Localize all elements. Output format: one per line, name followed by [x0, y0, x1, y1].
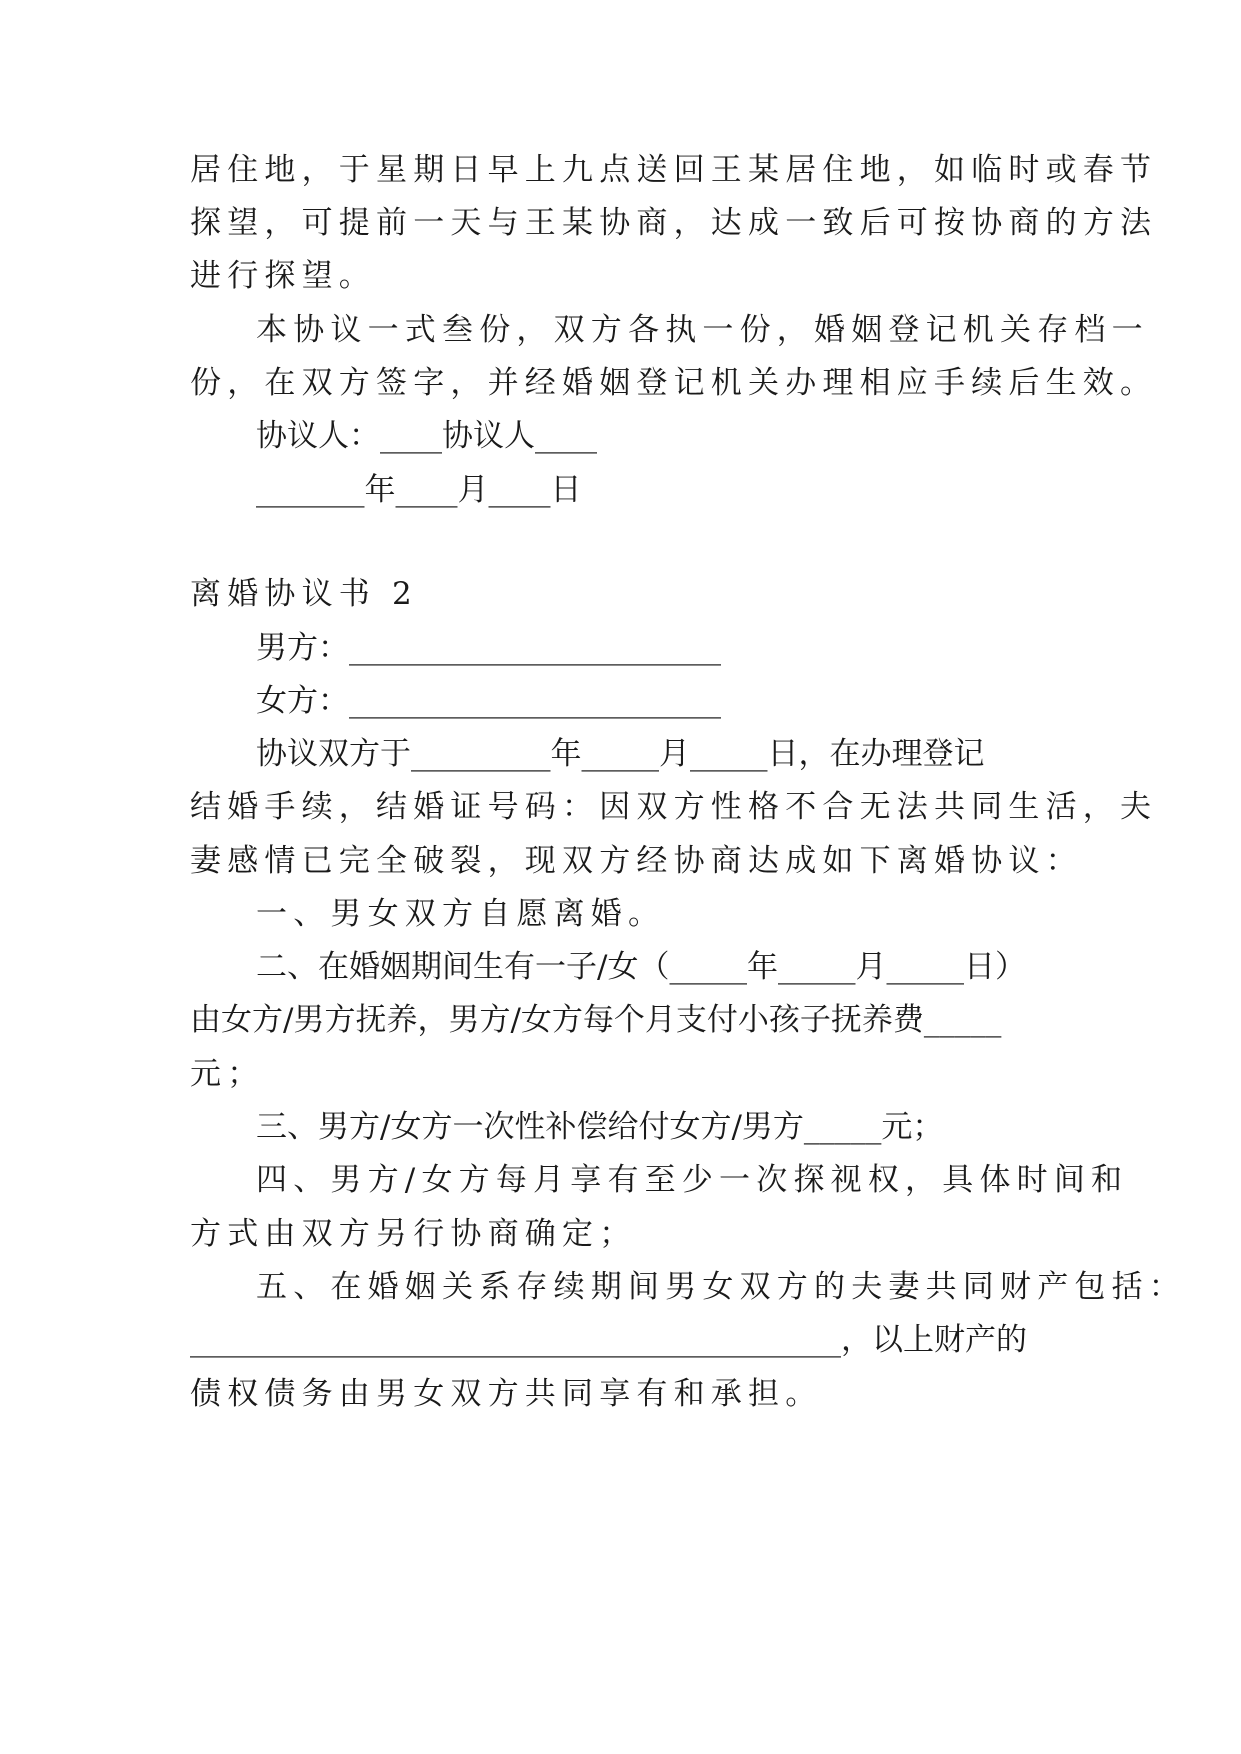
text-line: 协议双方于_________年_____月_____日，在办理登记	[256, 736, 985, 772]
text-line: 本协议一式叁份，双方各执一份，婚姻登记机关存档一	[256, 312, 1149, 348]
text-line: 债权债务由男女双方共同享有和承担。	[190, 1376, 823, 1412]
clause-3: 三、男方/女方一次性补偿给付女方/男方_____元；	[256, 1109, 944, 1145]
text-line: 居住地，于星期日早上九点送回王某居住地，如临时或春节	[190, 152, 1158, 188]
text-line: 结婚手续，结婚证号码：因双方性格不合无法共同生活，夫	[190, 789, 1158, 825]
text-line: 由女方/男方抚养，男方/女方每个月支付小孩子抚养费_____	[190, 1002, 1002, 1038]
signature-line: 协议人：____协议人____	[256, 418, 597, 454]
male-party-field: 男方：________________________	[256, 630, 721, 666]
text-line: 份，在双方签字，并经婚姻登记机关办理相应手续后生效。	[190, 365, 1158, 401]
clause-2: 二、在婚姻期间生有一子/女（_____年_____月_____日）	[256, 949, 1026, 985]
date-line: _______年____月____日	[256, 472, 582, 508]
text-line: 方式由双方另行协商确定；	[190, 1216, 637, 1252]
clause-4: 四、男方/女方每月享有至少一次探视权，具体时间和	[256, 1162, 1129, 1198]
clause-1: 一、男女双方自愿离婚。	[256, 896, 666, 932]
text-line: 探望，可提前一天与王某协商，达成一致后可按协商的方法	[190, 205, 1158, 241]
text-line: 妻感情已完全破裂，现双方经协商达成如下离婚协议：	[190, 843, 1083, 879]
text-line: 进行探望。	[190, 258, 376, 294]
text-line: 元；	[190, 1056, 265, 1092]
female-party-field: 女方：________________________	[256, 683, 721, 719]
text-line: __________________________________________，以上财产的	[190, 1322, 1027, 1358]
clause-5: 五、在婚姻关系存续期间男女双方的夫妻共同财产包括：	[256, 1269, 1186, 1305]
section-title: 离婚协议书 2	[190, 576, 418, 612]
